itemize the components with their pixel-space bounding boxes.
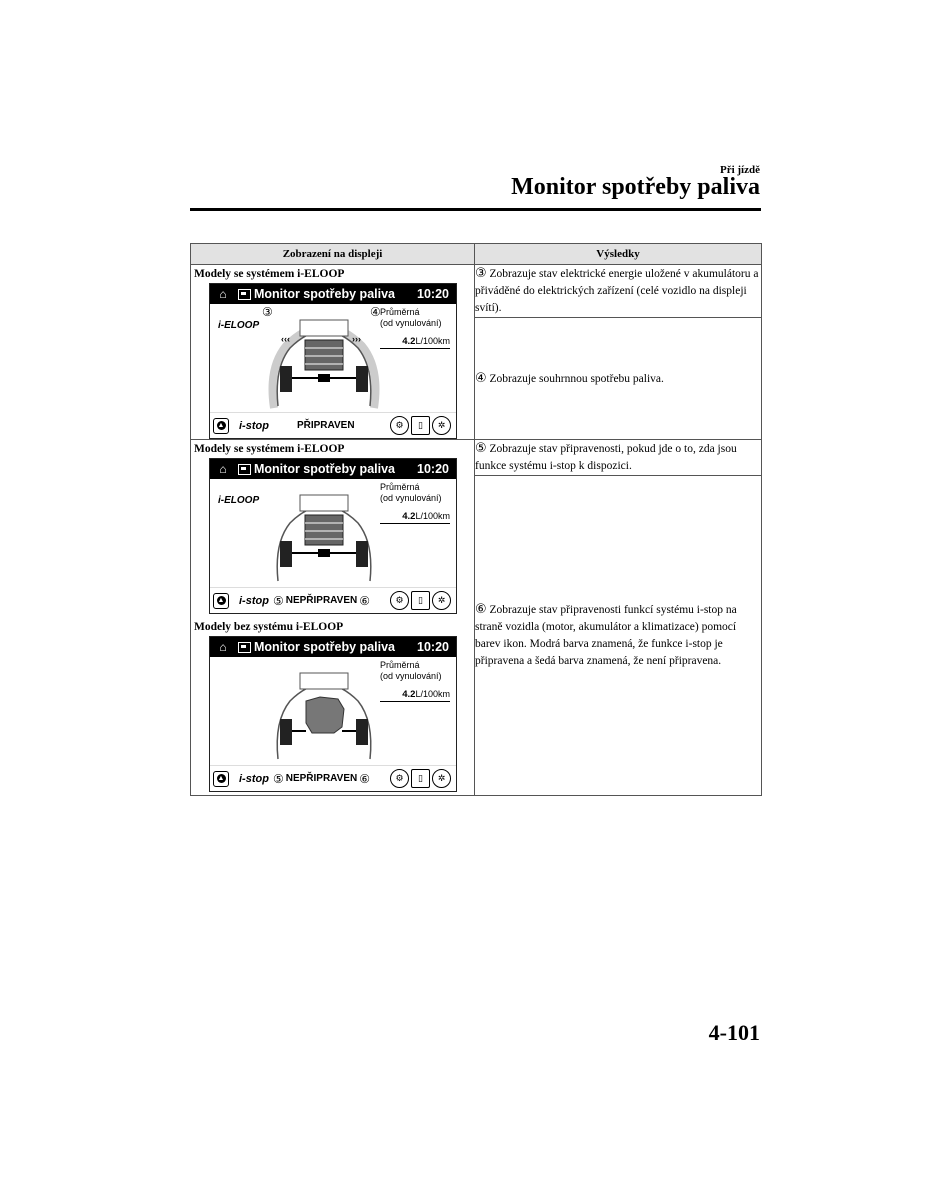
average-value [380, 336, 450, 349]
average-number: 4.2 [402, 336, 416, 347]
engine-icon: ⚙ [390, 416, 409, 435]
average-number: 4.2 [402, 511, 416, 522]
screen-time: 10:20 [417, 287, 449, 301]
model-label: Modely se systémem i-ELOOP [194, 268, 345, 280]
callout-5: ⑤ [272, 771, 284, 786]
average-unit: L/100km [415, 689, 450, 699]
ac-icon: ✲ [432, 416, 451, 435]
up-arrow-icon: ▲ [213, 593, 229, 609]
home-icon: ⌂ [219, 462, 227, 476]
average-consumption [380, 307, 450, 349]
display-screen [209, 636, 457, 792]
up-arrow-icon: ▲ [213, 771, 229, 787]
screen-header [210, 637, 456, 657]
display-screen [209, 458, 457, 614]
result-text-4: Zobrazuje souhrnnou spotřebu paliva. [489, 372, 664, 385]
result-text-3: Zobrazuje stav elektrické energie uložené v akumulátoru a přiváděné do elektrických zařízení (celé vozidlo na displeji svítí). [475, 268, 759, 314]
average-consumption [380, 482, 450, 524]
title-divider [190, 208, 761, 211]
ac-icon: ✲ [432, 769, 451, 788]
svg-text:‹‹‹: ‹‹‹ [281, 334, 290, 344]
callout-4: ④ [370, 305, 381, 319]
screen-title: Monitor spotřeby paliva [254, 462, 395, 476]
result-text-5: Zobrazuje stav připravenosti, pokud jde o to, zda jsou funkce systému i-stop k dispozici. [475, 443, 737, 472]
istop-status: NEPŘIPRAVEN [285, 773, 358, 784]
status-icons [390, 769, 451, 788]
marker-6: ⑥ [475, 602, 487, 617]
home-icon: ⌂ [219, 287, 227, 301]
callout-6: ⑥ [359, 771, 370, 786]
display-results-table [190, 243, 762, 796]
screen-footer [210, 765, 456, 791]
result-text-6: Zobrazuje stav připravenosti funkcí systému i-stop na straně vozidla (motor, akumulátor a klimatizace) pomocí barev ikon. Modrá barva znamená, že funkce i-stop je připravena a šedá barva znamená, že není připravena. [475, 604, 737, 667]
result-cell-5 [475, 440, 762, 476]
average-unit: L/100km [415, 511, 450, 521]
status-icons [390, 416, 451, 435]
monitor-icon [238, 289, 251, 300]
istop-status: PŘIPRAVEN [296, 420, 355, 431]
callout-6: ⑥ [359, 593, 370, 608]
screen-time: 10:20 [417, 462, 449, 476]
marker-3: ③ [475, 266, 487, 281]
car-engine-diagram [264, 661, 384, 763]
screen-body [210, 304, 456, 412]
average-label: Průměrná [380, 660, 420, 670]
eloop-label: i-ELOOP [218, 495, 260, 506]
average-label: Průměrná [380, 307, 420, 317]
screen-title: Monitor spotřeby paliva [254, 287, 395, 301]
model-label: Modely se systémem i-ELOOP [194, 443, 345, 455]
average-consumption [380, 660, 450, 702]
column-header-display: Zobrazení na displeji [191, 244, 475, 265]
callout-5: ⑤ [272, 593, 284, 608]
display-screen [209, 283, 457, 439]
monitor-icon [238, 464, 251, 475]
page-number: 4-101 [708, 1020, 760, 1045]
eloop-label: i-ELOOP [218, 320, 260, 331]
average-sublabel: (od vynulování) [380, 493, 442, 503]
screen-header [210, 459, 456, 479]
screen-header [210, 284, 456, 304]
istop-label: i-stop [239, 594, 269, 607]
engine-icon: ⚙ [390, 769, 409, 788]
display-cell-1 [191, 265, 475, 440]
average-number: 4.2 [402, 689, 416, 700]
marker-5: ⑤ [475, 441, 487, 456]
result-cell-6 [475, 476, 762, 796]
engine-icon: ⚙ [390, 591, 409, 610]
average-value [380, 511, 450, 524]
model-label: Modely bez systému i-ELOOP [194, 621, 344, 633]
callout-3: ③ [262, 305, 273, 319]
average-unit: L/100km [415, 336, 450, 346]
screen-body [210, 657, 456, 765]
average-sublabel: (od vynulování) [380, 318, 442, 328]
screen-footer [210, 587, 456, 613]
battery-icon: ▯ [411, 769, 430, 788]
screen-footer [210, 412, 456, 438]
average-sublabel: (od vynulování) [380, 671, 442, 681]
istop-label: i-stop [239, 772, 269, 785]
screen-body [210, 479, 456, 587]
column-header-results: Výsledky [475, 244, 762, 265]
average-value [380, 689, 450, 702]
battery-icon: ▯ [411, 591, 430, 610]
screen-title: Monitor spotřeby paliva [254, 640, 395, 654]
up-arrow-icon: ▲ [213, 418, 229, 434]
display-cell-2 [191, 440, 475, 796]
car-eloop-glow-diagram [264, 308, 384, 410]
car-eloop-diagram [264, 483, 384, 585]
screen-time: 10:20 [417, 640, 449, 654]
istop-label: i-stop [239, 419, 269, 432]
marker-4: ④ [475, 370, 487, 386]
status-icons [390, 591, 451, 610]
page-title: Monitor spotřeby paliva [511, 174, 760, 200]
battery-icon: ▯ [411, 416, 430, 435]
ac-icon: ✲ [432, 591, 451, 610]
istop-status: NEPŘIPRAVEN [285, 595, 358, 606]
section-label: Při jízdě [719, 164, 760, 176]
svg-text:›››: ››› [352, 334, 361, 344]
average-label: Průměrná [380, 482, 420, 492]
result-cell-3 [475, 265, 762, 318]
monitor-icon [238, 642, 251, 653]
result-cell-4 [475, 318, 762, 440]
home-icon: ⌂ [219, 640, 227, 654]
